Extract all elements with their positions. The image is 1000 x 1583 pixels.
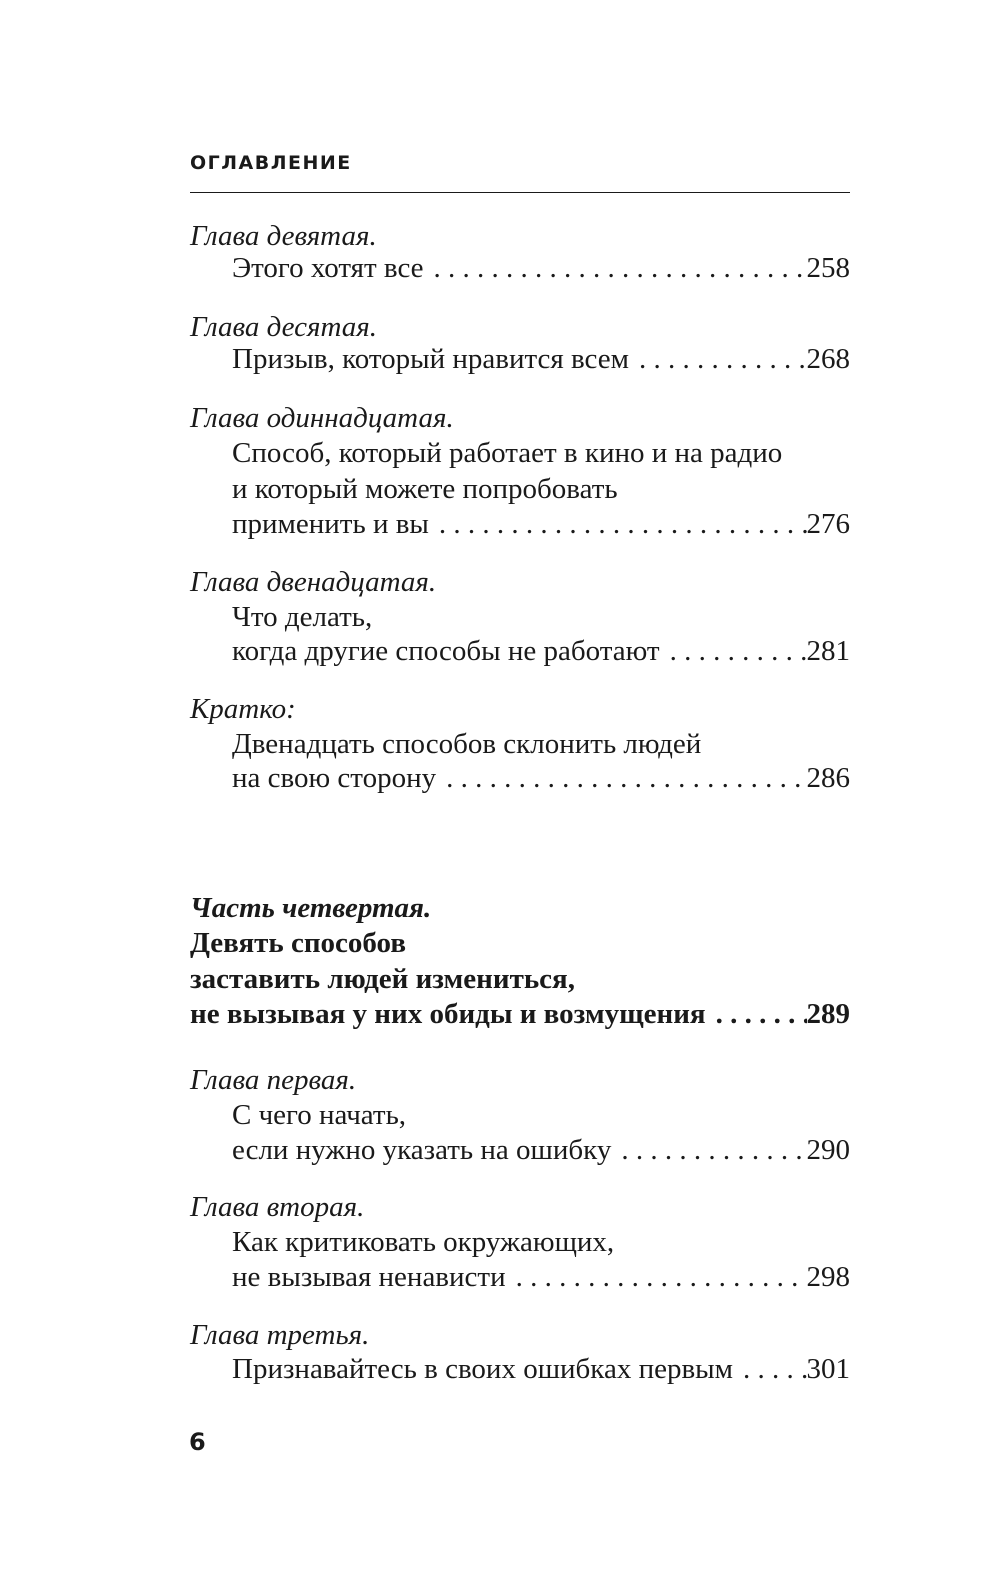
toc-entry[interactable] [232,1259,850,1295]
toc-part-entry-title: не вызывая у них обиды и возмущения [190,998,706,1030]
toc-page-number: 276 [806,508,850,540]
toc-leader-dots [424,250,807,286]
toc-entry-title: на свою сторону [232,762,437,794]
toc-leader-dots [733,1351,806,1387]
toc-entry-title: не вызывая ненависти [232,1261,506,1293]
toc-entry-line: и который можете попробовать [232,473,618,505]
page-number: 6 [189,1428,206,1456]
toc-entry-title: применить и вы [232,508,429,540]
toc-leader-dots [660,633,807,669]
header-rule [190,192,850,193]
toc-entry-title: когда другие способы не работают [232,635,660,667]
running-header: ОГЛАВЛЕНИЕ [190,152,352,174]
toc-chapter-title: Глава одиннадцатая. [190,402,454,434]
toc-page-number: 281 [806,635,850,667]
toc-page-number: 289 [806,998,850,1030]
toc-chapter-title: Глава двенадцатая. [190,566,437,598]
toc-part-title: Часть четвертая. [190,892,432,924]
toc-chapter-title: Глава третья. [190,1319,370,1351]
toc-leader-dots [436,760,806,796]
toc-page-number: 286 [806,762,850,794]
toc-chapter-title: Глава вторая. [190,1191,365,1223]
toc-entry-line: С чего начать, [232,1099,407,1131]
toc-part-line: Девять способов [190,927,406,959]
toc-entry-line: Способ, который работает в кино и на радио [232,437,783,469]
toc-entry-title: Призыв, который нравится всем [232,343,629,375]
toc-page-number: 268 [806,343,850,375]
toc-leader-dots [629,341,807,377]
toc-chapter-title: Кратко: [190,693,296,725]
toc-page-number: 290 [806,1134,850,1166]
toc-entry-line: Двенадцать способов склонить людей [232,728,702,760]
toc-entry-title: если нужно указать на ошибку [232,1134,612,1166]
toc-entry-title: Признавайтесь в своих ошибках первым [232,1353,734,1385]
toc-entry[interactable] [232,506,850,542]
toc-leader-dots [611,1132,806,1168]
toc-entry[interactable] [232,633,850,669]
toc-leader-dots [706,996,807,1032]
toc-page-number: 258 [806,252,850,284]
toc-page-number: 301 [806,1353,850,1385]
toc-page-number: 298 [806,1261,850,1293]
toc-entry[interactable] [232,250,850,286]
toc-chapter-title: Глава девятая. [190,220,377,252]
toc-entry-line: Как критиковать окружающих, [232,1226,615,1258]
toc-entry[interactable] [232,1351,850,1387]
toc-entry[interactable] [232,1132,850,1168]
toc-part-line: заставить людей измениться, [190,963,575,995]
toc-leader-dots [429,506,807,542]
toc-entry-line: Что делать, [232,601,373,633]
toc-entry[interactable] [232,341,850,377]
toc-chapter-title: Глава десятая. [190,311,377,343]
toc-entry-title: Этого хотят все [232,252,424,284]
toc-part-entry[interactable] [190,996,850,1032]
toc-leader-dots [506,1259,807,1295]
toc-chapter-title: Глава первая. [190,1064,357,1096]
toc-entry[interactable] [232,760,850,796]
